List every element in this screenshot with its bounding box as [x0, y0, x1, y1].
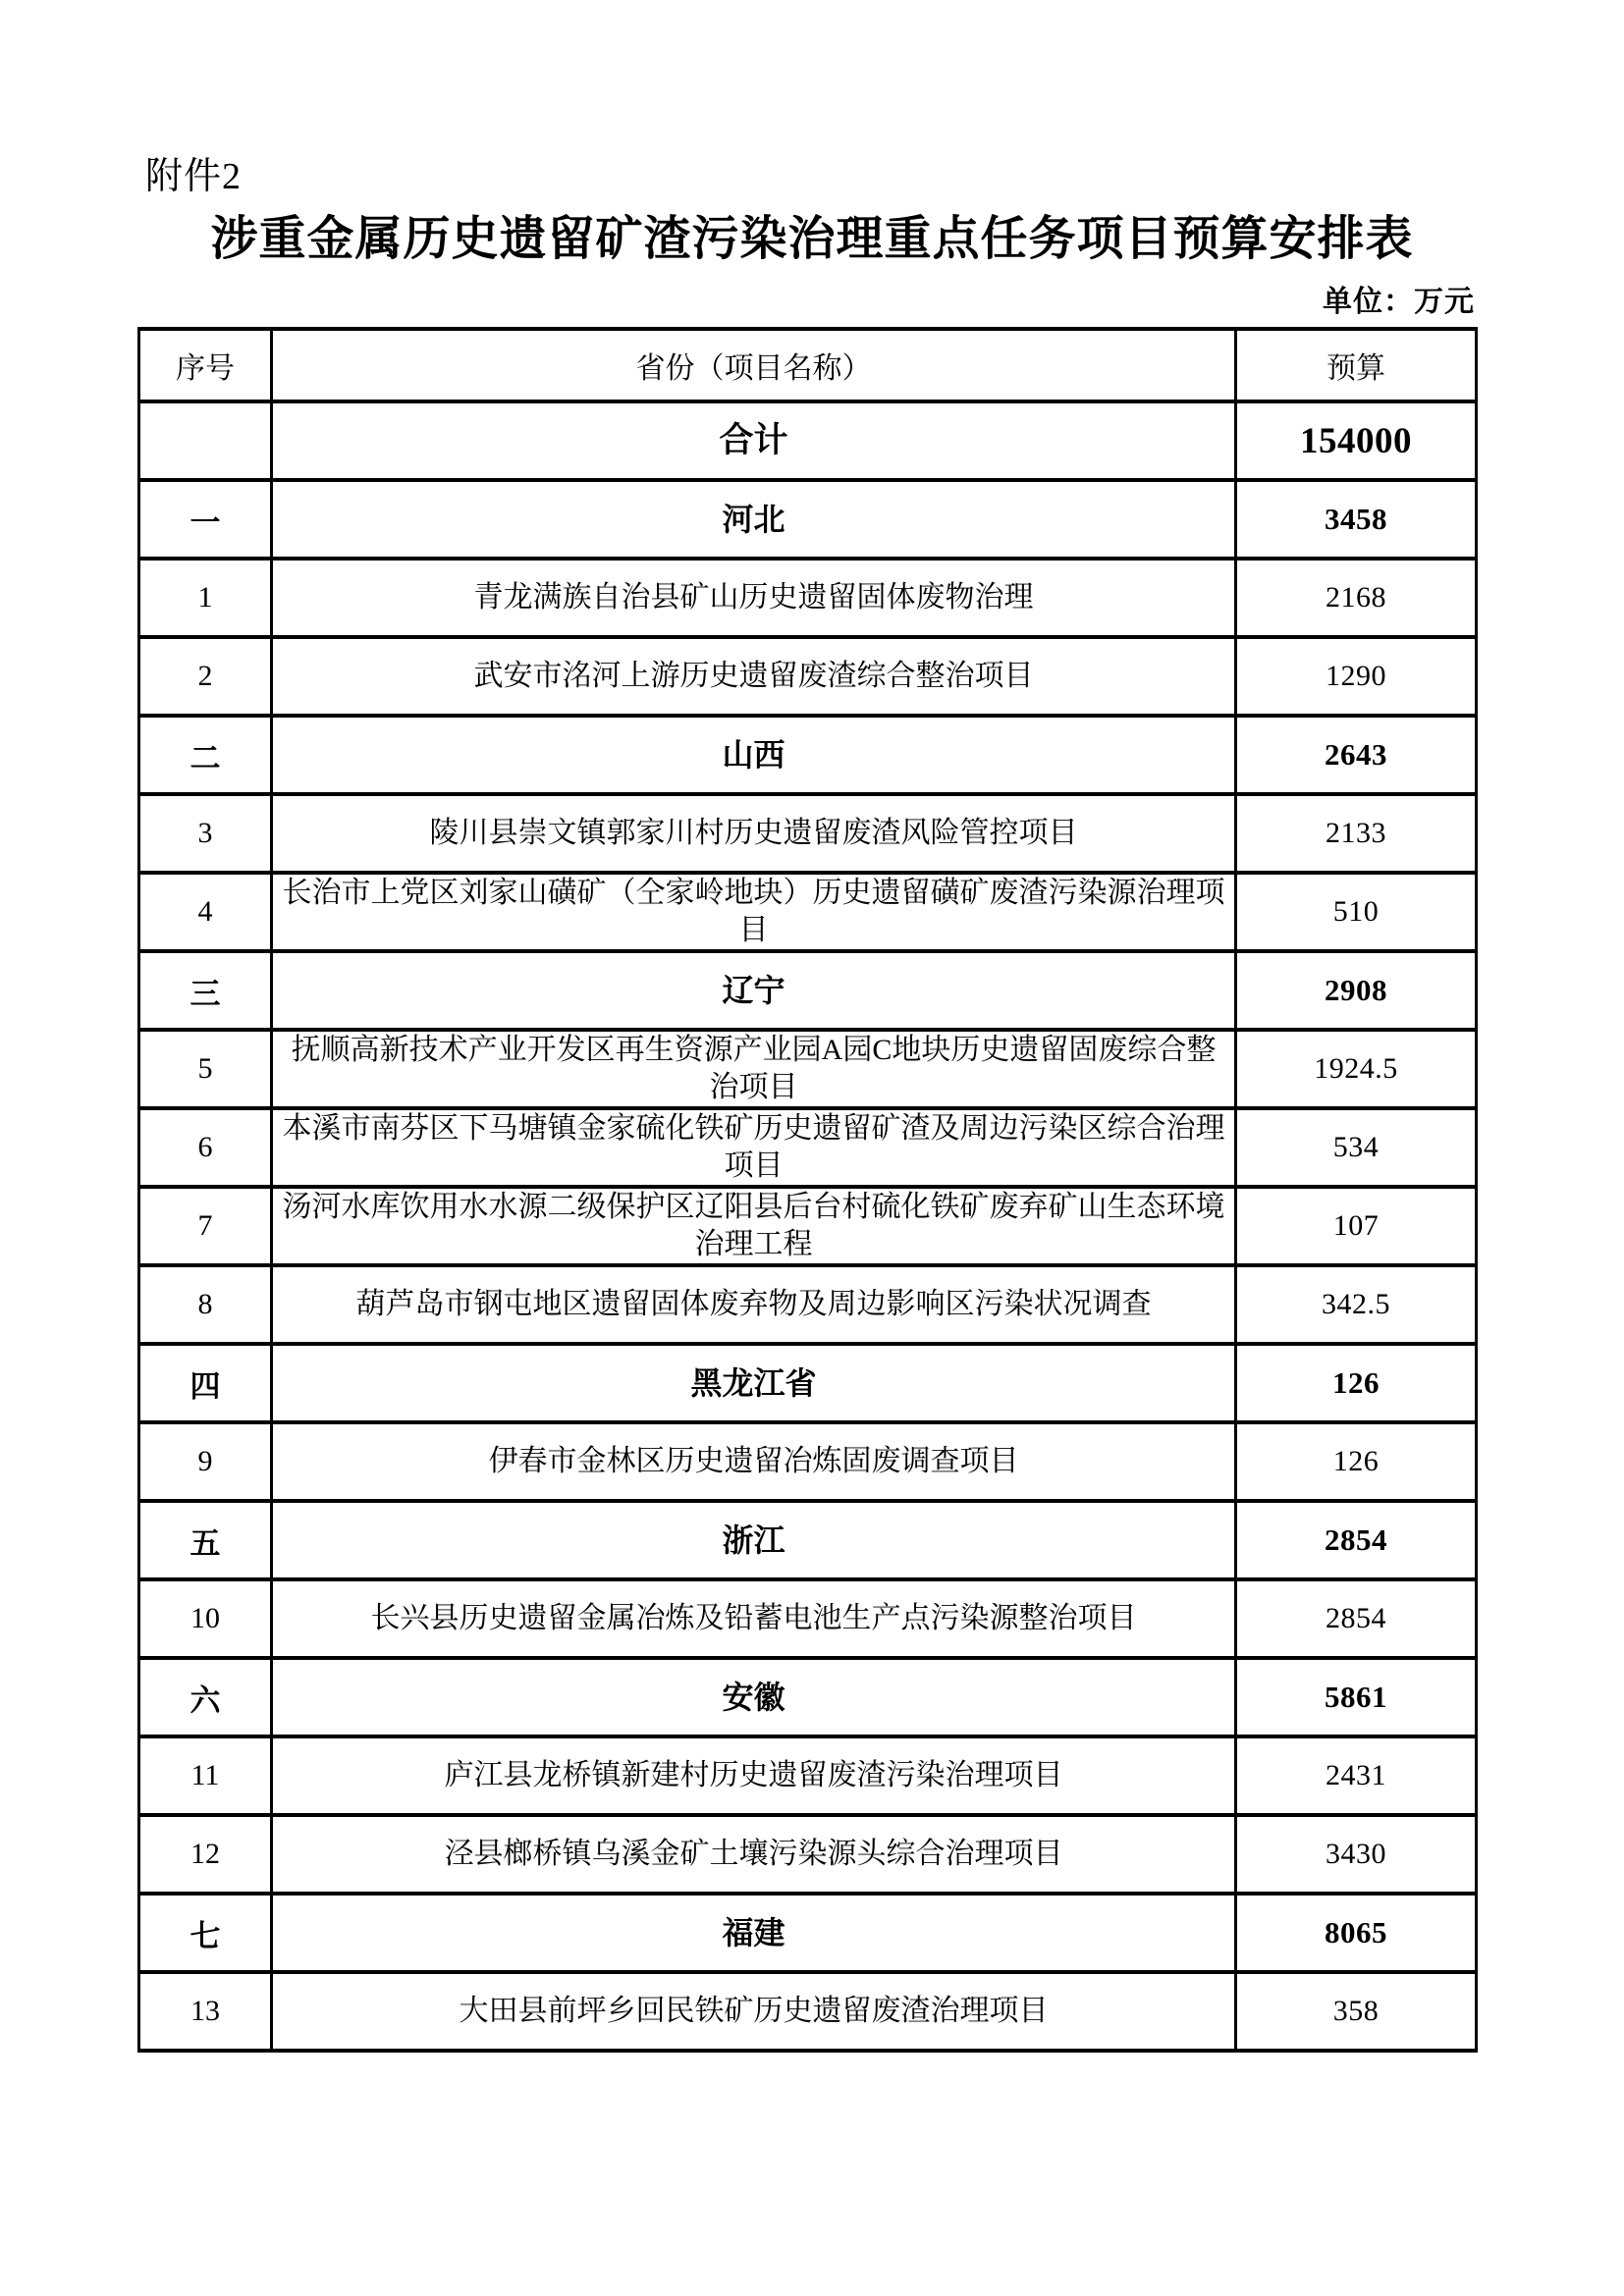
name-cell: 泾县榔桥镇乌溪金矿土壤污染源头综合治理项目 [272, 1815, 1236, 1894]
budget-cell: 2431 [1236, 1736, 1477, 1815]
name-cell: 辽宁 [272, 951, 1236, 1030]
budget-cell: 126 [1236, 1344, 1477, 1422]
budget-cell: 5861 [1236, 1658, 1477, 1736]
serial-cell: 12 [139, 1815, 272, 1894]
name-cell: 陵川县崇文镇郭家川村历史遗留废渣风险管控项目 [272, 794, 1236, 873]
serial-cell: 1 [139, 559, 272, 637]
province-row [139, 1344, 1477, 1422]
serial-cell: 11 [139, 1736, 272, 1815]
budget-cell: 510 [1236, 873, 1477, 951]
serial-cell: 三 [139, 951, 272, 1030]
name-cell: 河北 [272, 480, 1236, 559]
serial-cell: 7 [139, 1187, 272, 1265]
budget-table [137, 327, 1478, 2053]
serial-cell: 9 [139, 1422, 272, 1501]
province-row [139, 1501, 1477, 1579]
total-row [139, 401, 1477, 480]
project-row [139, 1579, 1477, 1658]
serial-cell: 五 [139, 1501, 272, 1579]
column-header-province-project: 省份（项目名称） [272, 329, 1236, 401]
serial-cell: 10 [139, 1579, 272, 1658]
serial-cell [139, 401, 272, 480]
project-row [139, 1422, 1477, 1501]
name-cell: 庐江县龙桥镇新建村历史遗留废渣污染治理项目 [272, 1736, 1236, 1815]
province-row [139, 716, 1477, 794]
province-row [139, 480, 1477, 559]
serial-cell: 6 [139, 1108, 272, 1187]
budget-cell: 2133 [1236, 794, 1477, 873]
name-cell: 安徽 [272, 1658, 1236, 1736]
project-row [139, 873, 1477, 951]
serial-cell: 七 [139, 1894, 272, 1972]
name-cell: 黑龙江省 [272, 1344, 1236, 1422]
serial-cell: 2 [139, 637, 272, 716]
name-cell: 长兴县历史遗留金属冶炼及铅蓄电池生产点污染源整治项目 [272, 1579, 1236, 1658]
serial-cell: 4 [139, 873, 272, 951]
page-title: 涉重金属历史遗留矿渣污染治理重点任务项目预算安排表 [210, 213, 1414, 265]
province-row [139, 1658, 1477, 1736]
project-row [139, 1187, 1477, 1265]
table-body [139, 401, 1477, 2051]
project-row [139, 1972, 1477, 2051]
project-row [139, 794, 1477, 873]
name-cell: 浙江 [272, 1501, 1236, 1579]
name-cell: 长治市上党区刘家山磺矿（仝家岭地块）历史遗留磺矿废渣污染源治理项目 [272, 873, 1236, 951]
budget-cell: 1290 [1236, 637, 1477, 716]
project-row [139, 1265, 1477, 1344]
budget-cell: 3458 [1236, 480, 1477, 559]
serial-cell: 二 [139, 716, 272, 794]
name-cell: 汤河水库饮用水水源二级保护区辽阳县后台村硫化铁矿废弃矿山生态环境治理工程 [272, 1187, 1236, 1265]
name-cell: 葫芦岛市钢屯地区遗留固体废弃物及周边影响区污染状况调查 [272, 1265, 1236, 1344]
project-row [139, 1030, 1477, 1108]
name-cell: 青龙满族自治县矿山历史遗留固体废物治理 [272, 559, 1236, 637]
serial-cell: 一 [139, 480, 272, 559]
name-cell: 山西 [272, 716, 1236, 794]
project-row [139, 1736, 1477, 1815]
name-cell: 合计 [272, 401, 1236, 480]
serial-cell: 13 [139, 1972, 272, 2051]
serial-cell: 3 [139, 794, 272, 873]
serial-cell: 5 [139, 1030, 272, 1108]
budget-cell: 2854 [1236, 1579, 1477, 1658]
province-row [139, 1894, 1477, 1972]
budget-cell: 154000 [1236, 401, 1477, 480]
name-cell: 大田县前坪乡回民铁矿历史遗留废渣治理项目 [272, 1972, 1236, 2051]
budget-cell: 2908 [1236, 951, 1477, 1030]
budget-cell: 2643 [1236, 716, 1477, 794]
name-cell: 伊春市金林区历史遗留冶炼固废调查项目 [272, 1422, 1236, 1501]
name-cell: 抚顺高新技术产业开发区再生资源产业园A园C地块历史遗留固废综合整治项目 [272, 1030, 1236, 1108]
budget-cell: 2854 [1236, 1501, 1477, 1579]
serial-cell: 8 [139, 1265, 272, 1344]
budget-cell: 2168 [1236, 559, 1477, 637]
budget-cell: 342.5 [1236, 1265, 1477, 1344]
name-cell: 本溪市南芬区下马塘镇金家硫化铁矿历史遗留矿渣及周边污染区综合治理项目 [272, 1108, 1236, 1187]
budget-cell: 3430 [1236, 1815, 1477, 1894]
province-row [139, 951, 1477, 1030]
project-row [139, 637, 1477, 716]
budget-cell: 107 [1236, 1187, 1477, 1265]
name-cell: 武安市洺河上游历史遗留废渣综合整治项目 [272, 637, 1236, 716]
column-header-budget: 预算 [1236, 329, 1477, 401]
project-row [139, 1108, 1477, 1187]
serial-cell: 六 [139, 1658, 272, 1736]
project-row [139, 559, 1477, 637]
serial-cell: 四 [139, 1344, 272, 1422]
name-cell: 福建 [272, 1894, 1236, 1972]
unit-label: 单位：万元 [1323, 286, 1475, 318]
table-header-row [139, 329, 1477, 401]
budget-cell: 534 [1236, 1108, 1477, 1187]
budget-cell: 358 [1236, 1972, 1477, 2051]
project-row [139, 1815, 1477, 1894]
attachment-label: 附件2 [145, 156, 243, 197]
budget-cell: 1924.5 [1236, 1030, 1477, 1108]
column-header-serial: 序号 [139, 329, 272, 401]
budget-cell: 8065 [1236, 1894, 1477, 1972]
budget-cell: 126 [1236, 1422, 1477, 1501]
